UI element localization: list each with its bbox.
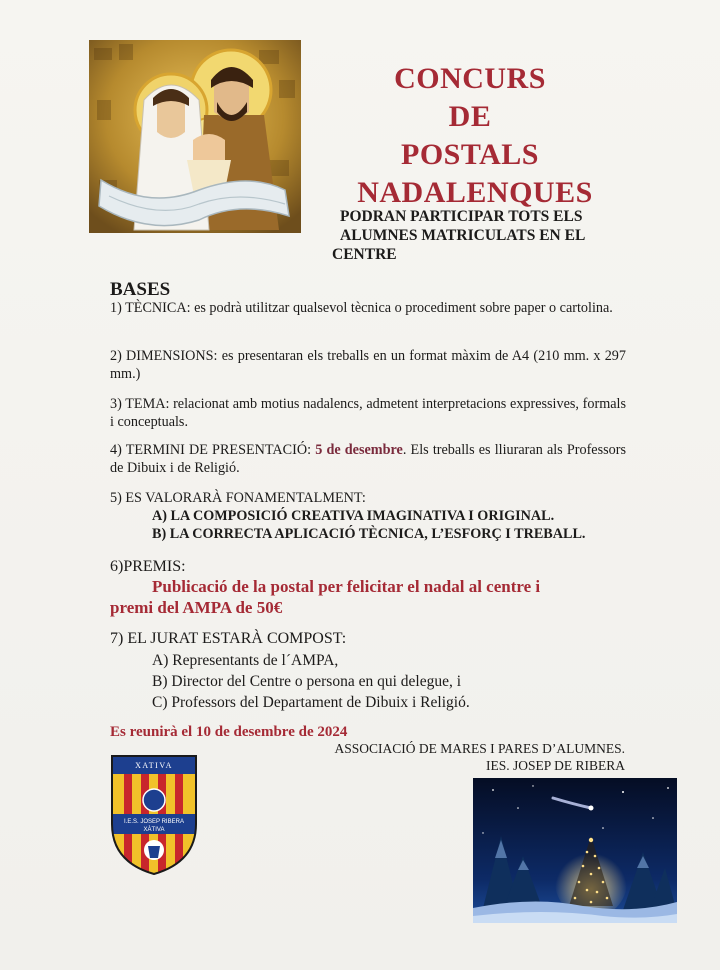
title-line-1: CONCURS — [394, 62, 546, 95]
rule-deadline — [110, 441, 626, 477]
evaluation-heading: 5) ES VALORARÀ FONAMENTALMENT: — [110, 490, 366, 506]
prizes-heading: 6)PREMIS: — [110, 558, 186, 575]
prizes-line-1: Publicació de la postal per felicitar el nadal al centre i — [152, 577, 541, 596]
rule-technique: 1) TÈCNICA: es podrà utilitzar qualsevol tècnica o procediment sobre paper o cartolina. — [110, 300, 613, 316]
jury-list — [152, 650, 470, 713]
jury-meeting-date: Es reunirà el 10 de desembre de 2024 — [110, 724, 348, 740]
association-signature — [270, 740, 625, 774]
evaluation-criterion-a: A) LA COMPOSICIÓ CREATIVA IMAGINATIVA I ORIGINAL. — [152, 508, 555, 524]
shield-band-line-1: I.E.S. JOSEP RIBERA — [124, 819, 184, 825]
school-shield-logo — [110, 754, 198, 876]
prizes-line-2: premi del AMPA de 50€ — [110, 598, 283, 617]
deadline-suffix: . Els treballs es lliuraran als Professors de Dibuix i de Religió. — [110, 442, 626, 476]
jury-heading: 7) EL JURAT ESTARÀ COMPOST: — [110, 630, 347, 647]
title-line-4: NADALENQUES — [357, 176, 593, 209]
title-line-3: POSTALS — [401, 138, 539, 171]
rule-dimensions: 2) DIMENSIONS: es presentaran els treballs en un format màxim de A4 (210 mm. x 297 mm.) — [110, 348, 626, 382]
deadline-date: 5 de desembre — [315, 442, 403, 458]
poster-title — [320, 60, 620, 212]
association-name: ASSOCIACIÓ DE MARES I PARES D’ALUMNES. — [334, 741, 625, 756]
title-line-2: DE — [448, 100, 492, 133]
evaluation-criterion-b: B) LA CORRECTA APLICACIÓ TÈCNICA, L’ESFORÇ I TREBALL. — [152, 526, 586, 542]
holy-family-image — [89, 40, 301, 233]
subtitle-line-2: ALUMNES MATRICULATS EN EL — [340, 227, 586, 244]
subtitle-line-1: PODRAN PARTICIPAR TOTS ELS — [340, 208, 583, 225]
christmas-night-image — [473, 778, 677, 923]
rule-theme: 3) TEMA: relacionat amb motius nadalencs, admetent interpretacions expressives, formals i conceptuals. — [110, 396, 626, 430]
shield-top-text: XATIVA — [135, 761, 173, 770]
eligibility-subtitle — [332, 207, 632, 264]
jury-member-c: C) Professors del Departament de Dibuix i Religió. — [152, 694, 470, 711]
rule-evaluation — [110, 489, 585, 543]
subtitle-line-3: CENTRE — [332, 246, 397, 263]
bases-heading: BASES — [110, 279, 171, 300]
deadline-prefix: 4) TERMINI DE PRESENTACIÓ: — [110, 442, 316, 458]
prizes-text — [110, 576, 636, 618]
school-name: IES. JOSEP DE RIBERA — [485, 758, 625, 773]
jury-member-a: A) Representants de l´AMPA, — [152, 652, 339, 669]
jury-member-b: B) Director del Centre o persona en qui delegue, i — [152, 673, 462, 690]
shield-band-line-2: XÀTIVA — [143, 827, 165, 833]
